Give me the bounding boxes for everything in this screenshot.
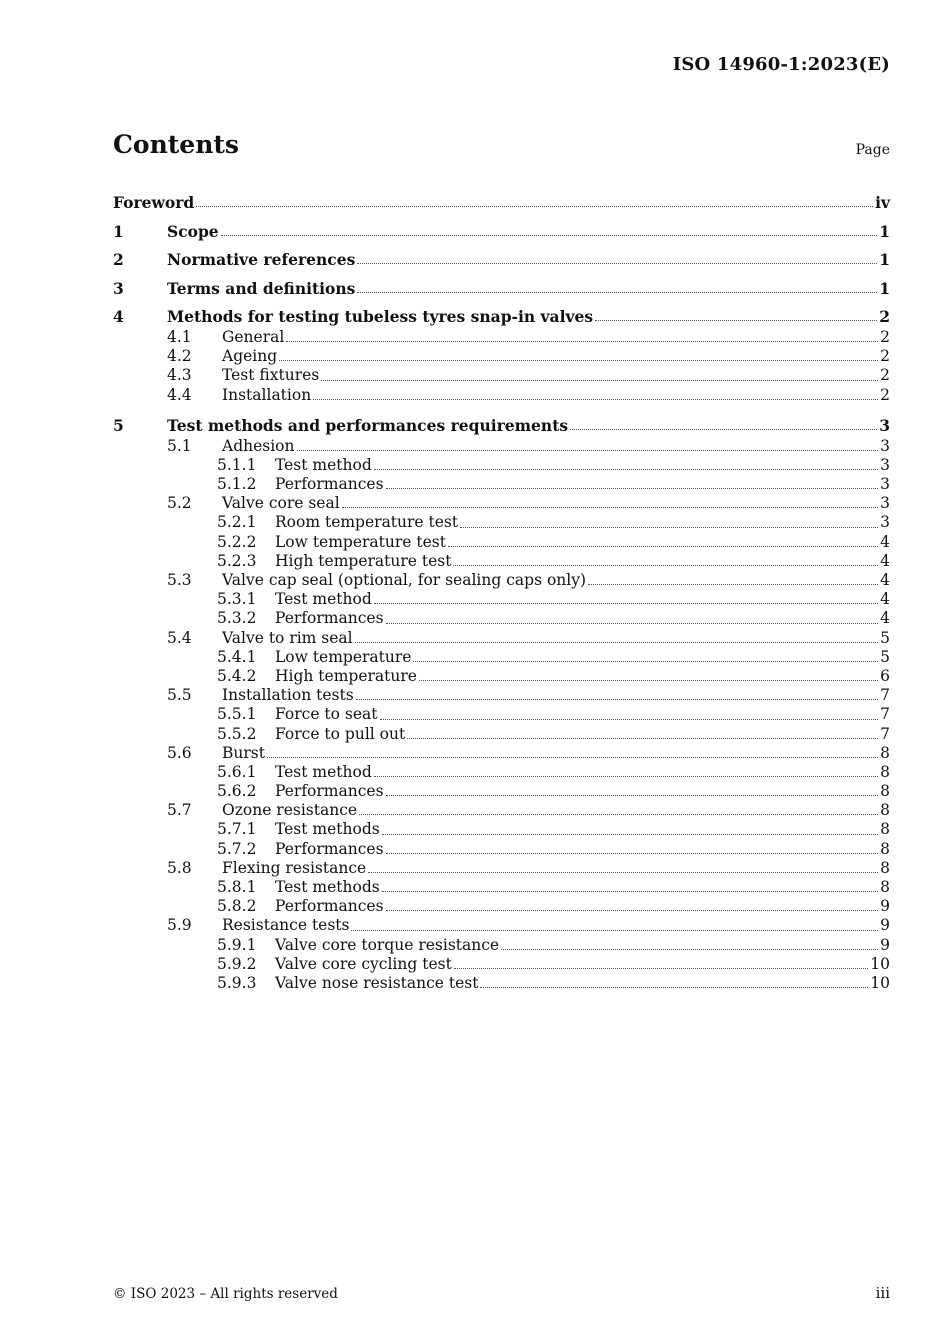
toc-entry[interactable] — [113, 271, 890, 299]
toc-entry-page[interactable]: 1 — [879, 221, 890, 241]
toc-dot-leader — [286, 341, 878, 342]
toc-entry-number: 4.1 — [167, 327, 192, 346]
toc-entry[interactable] — [113, 955, 890, 974]
toc-entry-title[interactable]: Methods for testing tubeless tyres snap-in valves — [167, 306, 594, 326]
toc-entry-title[interactable]: Installation — [222, 385, 312, 404]
toc-entry-page[interactable]: 2 — [880, 385, 890, 404]
page-number: iii — [875, 1284, 890, 1302]
toc-dot-leader — [357, 263, 877, 264]
toc-entry[interactable] — [113, 300, 890, 328]
toc-dot-leader — [321, 380, 878, 381]
toc-dot-leader — [374, 469, 878, 470]
toc-entry[interactable] — [113, 667, 890, 686]
toc-entry-number: 5.5 — [167, 686, 192, 705]
document-id: ISO 14960-1:2023(E) — [672, 54, 890, 75]
toc-entry-title[interactable]: Performances — [275, 897, 384, 916]
toc-entry-page[interactable]: 5 — [880, 647, 890, 666]
toc-entry-number: 5.2.2 — [217, 532, 257, 551]
toc-dot-leader — [221, 235, 878, 236]
toc-dot-leader — [413, 661, 878, 662]
toc-entry[interactable] — [113, 533, 890, 552]
toc-entry-title[interactable]: Valve nose resistance test — [275, 973, 479, 992]
toc-dot-leader — [386, 853, 879, 854]
toc-entry-title[interactable]: Ageing — [222, 347, 278, 366]
toc-dot-leader — [356, 699, 878, 700]
toc-entry[interactable] — [113, 513, 890, 532]
toc-entry-title[interactable]: Performances — [275, 475, 384, 494]
toc-dot-leader — [454, 968, 868, 969]
toc-entry-page[interactable]: 4 — [880, 551, 890, 570]
toc-entry[interactable] — [113, 186, 890, 214]
toc-entry-title[interactable]: High temperature test — [275, 551, 452, 570]
toc-entry-number: 4.4 — [167, 385, 192, 404]
toc-entry-title[interactable]: Installation tests — [222, 686, 354, 705]
toc-entry-title[interactable]: General — [222, 327, 285, 346]
toc-entry[interactable] — [113, 840, 890, 859]
toc-entry-page[interactable]: 3 — [880, 513, 890, 532]
toc-entry-number: 5.4.2 — [217, 666, 257, 685]
page-column-label: Page — [855, 142, 890, 158]
toc-dot-leader — [453, 565, 878, 566]
toc-entry-number: 5.5.2 — [217, 724, 257, 743]
toc-dot-leader — [460, 527, 878, 528]
toc-entry[interactable] — [113, 437, 890, 456]
toc-entry-title[interactable]: Ozone resistance — [222, 801, 358, 820]
toc-entry-title[interactable]: Test method — [275, 590, 372, 609]
toc-entry-title[interactable]: Force to seat — [275, 705, 378, 724]
toc-entry-title[interactable]: Scope — [167, 221, 219, 241]
toc-entry-number: 5.6 — [167, 743, 192, 762]
toc-dot-leader — [313, 399, 878, 400]
toc-entry-title[interactable]: Flexing resistance — [222, 858, 367, 877]
toc-entry[interactable] — [113, 475, 890, 494]
toc-dot-leader — [407, 738, 878, 739]
toc-entry-title[interactable]: Valve cap seal (optional, for sealing caps only) — [222, 571, 587, 590]
toc-entry-title[interactable]: Valve core seal — [222, 494, 340, 513]
toc-entry-number: 3 — [113, 278, 124, 298]
toc-entry[interactable] — [113, 590, 890, 609]
toc-entry[interactable] — [113, 648, 890, 667]
toc-entry-page[interactable]: 3 — [880, 494, 890, 513]
toc-entry[interactable] — [113, 347, 890, 366]
toc-entry-page[interactable]: 9 — [880, 897, 890, 916]
toc-entry-number: 5.2.3 — [217, 551, 257, 570]
toc-entry-number: 5 — [113, 415, 124, 435]
toc-entry-number: 5.6.1 — [217, 762, 257, 781]
toc-entry-number: 5.9.2 — [217, 954, 257, 973]
toc-entry-page[interactable]: 7 — [880, 724, 890, 743]
toc-entry-title[interactable]: Test method — [275, 762, 372, 781]
toc-dot-leader — [368, 872, 878, 873]
toc-entry-page[interactable]: 8 — [880, 762, 890, 781]
toc-entry-page[interactable]: 1 — [879, 278, 890, 298]
toc-entry-page[interactable]: 3 — [879, 415, 890, 435]
toc-entry-title[interactable]: Test fixtures — [222, 366, 320, 385]
toc-entry-title[interactable]: Low temperature test — [275, 532, 446, 551]
toc-entry-page[interactable]: 4 — [880, 532, 890, 551]
toc-entry-title[interactable]: Valve core cycling test — [275, 954, 452, 973]
toc-entry-page[interactable]: 9 — [880, 935, 890, 954]
toc-dot-leader — [382, 891, 878, 892]
toc-entry-title[interactable]: Performances — [275, 839, 384, 858]
toc-entry-title[interactable]: Room temperature test — [275, 513, 459, 532]
toc-entry-title[interactable]: Valve core torque resistance — [275, 935, 500, 954]
toc-entry-page[interactable]: 9 — [880, 916, 890, 935]
toc-entry-number: 5.8.1 — [217, 878, 257, 897]
toc-entry-page[interactable]: 4 — [880, 590, 890, 609]
toc-dot-leader — [386, 488, 879, 489]
toc-dot-leader — [382, 834, 878, 835]
toc-entry-page[interactable]: 7 — [880, 686, 890, 705]
toc-entry-title[interactable]: Foreword — [113, 193, 195, 213]
toc-entry-number: 5.1.2 — [217, 475, 257, 494]
toc-entry-page[interactable]: 2 — [880, 327, 890, 346]
toc-entry[interactable] — [113, 744, 890, 763]
toc-entry-page[interactable]: 2 — [879, 306, 890, 326]
toc-entry-title[interactable]: Low temperature — [275, 647, 412, 666]
toc-entry-page[interactable]: iv — [875, 193, 890, 213]
toc-dot-leader — [570, 429, 877, 430]
toc-entry-page[interactable]: 1 — [879, 250, 890, 270]
toc-entry-number: 5.7.2 — [217, 839, 257, 858]
toc-entry-number: 5.1.1 — [217, 455, 257, 474]
toc-entry-title[interactable]: Test methods — [275, 820, 380, 839]
toc-entry[interactable] — [113, 552, 890, 571]
toc-entry-title[interactable]: Force to pull out — [275, 724, 406, 743]
toc-entry-page[interactable]: 4 — [880, 609, 890, 628]
toc-entry-title[interactable]: Resistance tests — [222, 916, 350, 935]
toc-entry-number: 5.5.1 — [217, 705, 257, 724]
toc-entry-page[interactable]: 2 — [880, 366, 890, 385]
toc-entry[interactable] — [113, 328, 890, 347]
toc-entry-number: 5.9 — [167, 916, 192, 935]
toc-entry[interactable] — [113, 386, 890, 405]
table-of-contents — [113, 186, 890, 993]
toc-entry-number: 2 — [113, 250, 124, 270]
toc-entry-number: 5.8 — [167, 858, 192, 877]
toc-entry[interactable] — [113, 916, 890, 935]
toc-entry-number: 5.7 — [167, 801, 192, 820]
toc-dot-leader — [279, 360, 878, 361]
toc-entry-page[interactable]: 7 — [880, 705, 890, 724]
toc-entry-page[interactable]: 3 — [880, 455, 890, 474]
toc-entry[interactable] — [113, 705, 890, 724]
toc-dot-leader — [355, 642, 878, 643]
toc-entry-number: 5.1 — [167, 436, 192, 455]
toc-entry[interactable] — [113, 243, 890, 271]
toc-entry-page[interactable]: 8 — [880, 743, 890, 762]
toc-entry-page[interactable]: 3 — [880, 475, 890, 494]
toc-dot-leader — [359, 814, 878, 815]
toc-entry-page[interactable]: 5 — [880, 628, 890, 647]
toc-entry-number: 5.7.1 — [217, 820, 257, 839]
toc-entry[interactable] — [113, 878, 890, 897]
toc-entry-page[interactable]: 10 — [870, 954, 890, 973]
toc-dot-leader — [501, 949, 878, 950]
toc-entry[interactable] — [113, 859, 890, 878]
toc-entry-title[interactable]: Performances — [275, 782, 384, 801]
toc-entry[interactable] — [113, 897, 890, 916]
toc-entry[interactable] — [113, 820, 890, 839]
toc-entry-page[interactable]: 6 — [880, 666, 890, 685]
toc-dot-leader — [374, 776, 878, 777]
toc-entry-page[interactable]: 8 — [880, 858, 890, 877]
toc-entry[interactable] — [113, 629, 890, 648]
toc-entry-title[interactable]: Test methods and performances requirements — [167, 415, 569, 435]
toc-entry[interactable] — [113, 571, 890, 590]
toc-entry-number: 5.3.2 — [217, 609, 257, 628]
toc-entry-title[interactable]: Normative references — [167, 250, 356, 270]
toc-entry[interactable] — [113, 801, 890, 820]
toc-dot-leader — [351, 930, 878, 931]
toc-entry-number: 4 — [113, 306, 124, 326]
toc-dot-leader — [448, 546, 878, 547]
toc-entry[interactable] — [113, 782, 890, 801]
toc-entry[interactable] — [113, 609, 890, 628]
toc-entry[interactable] — [113, 686, 890, 705]
toc-entry-number: 5.9.3 — [217, 973, 257, 992]
toc-dot-leader — [386, 910, 879, 911]
toc-entry-page[interactable]: 8 — [880, 878, 890, 897]
toc-entry-number: 4.3 — [167, 366, 192, 385]
toc-dot-leader — [588, 584, 878, 585]
toc-dot-leader — [595, 320, 877, 321]
toc-entry-page[interactable]: 3 — [880, 436, 890, 455]
toc-entry-number: 5.6.2 — [217, 782, 257, 801]
toc-dot-leader — [374, 603, 878, 604]
page-title: Contents — [113, 130, 240, 159]
toc-entry-page[interactable]: 4 — [880, 571, 890, 590]
toc-entry-title[interactable]: Terms and definitions — [167, 278, 356, 298]
toc-dot-leader — [419, 680, 878, 681]
toc-entry[interactable] — [113, 763, 890, 782]
toc-entry-number: 5.2 — [167, 494, 192, 513]
toc-entry-title[interactable]: Test methods — [275, 878, 380, 897]
toc-entry-title[interactable]: Valve to rim seal — [222, 628, 353, 647]
toc-dot-leader — [297, 450, 879, 451]
copyright-notice: © ISO 2023 – All rights reserved — [113, 1286, 338, 1302]
toc-entry[interactable] — [113, 405, 890, 437]
toc-dot-leader — [357, 292, 877, 293]
toc-entry[interactable] — [113, 974, 890, 993]
toc-entry-number: 5.3 — [167, 571, 192, 590]
toc-entry[interactable] — [113, 366, 890, 385]
toc-entry-page[interactable]: 8 — [880, 801, 890, 820]
toc-entry-page[interactable]: 8 — [880, 782, 890, 801]
toc-entry-title[interactable]: Performances — [275, 609, 384, 628]
toc-entry-page[interactable]: 8 — [880, 820, 890, 839]
toc-dot-leader — [480, 987, 868, 988]
toc-entry-title[interactable]: High temperature — [275, 666, 417, 685]
toc-entry-title[interactable]: Adhesion — [222, 436, 295, 455]
toc-dot-leader — [196, 206, 873, 207]
toc-entry-number: 4.2 — [167, 347, 192, 366]
toc-entry-title[interactable]: Burst — [222, 743, 265, 762]
toc-entry-page[interactable]: 8 — [880, 839, 890, 858]
toc-entry[interactable] — [113, 214, 890, 242]
toc-entry[interactable] — [113, 456, 890, 475]
toc-dot-leader — [267, 757, 878, 758]
toc-entry-number: 5.8.2 — [217, 897, 257, 916]
toc-entry[interactable] — [113, 725, 890, 744]
toc-entry-number: 5.9.1 — [217, 935, 257, 954]
toc-dot-leader — [380, 719, 879, 720]
toc-entry-page[interactable]: 10 — [870, 973, 890, 992]
toc-entry-number: 5.4.1 — [217, 647, 257, 666]
toc-entry-number: 5.3.1 — [217, 590, 257, 609]
toc-dot-leader — [342, 507, 878, 508]
toc-entry-number: 1 — [113, 221, 124, 241]
toc-entry-page[interactable]: 2 — [880, 347, 890, 366]
toc-entry-number: 5.4 — [167, 628, 192, 647]
toc-entry-number: 5.2.1 — [217, 513, 257, 532]
toc-entry[interactable] — [113, 936, 890, 955]
toc-entry-title[interactable]: Test method — [275, 455, 372, 474]
toc-dot-leader — [386, 795, 879, 796]
toc-dot-leader — [386, 623, 879, 624]
toc-entry[interactable] — [113, 494, 890, 513]
